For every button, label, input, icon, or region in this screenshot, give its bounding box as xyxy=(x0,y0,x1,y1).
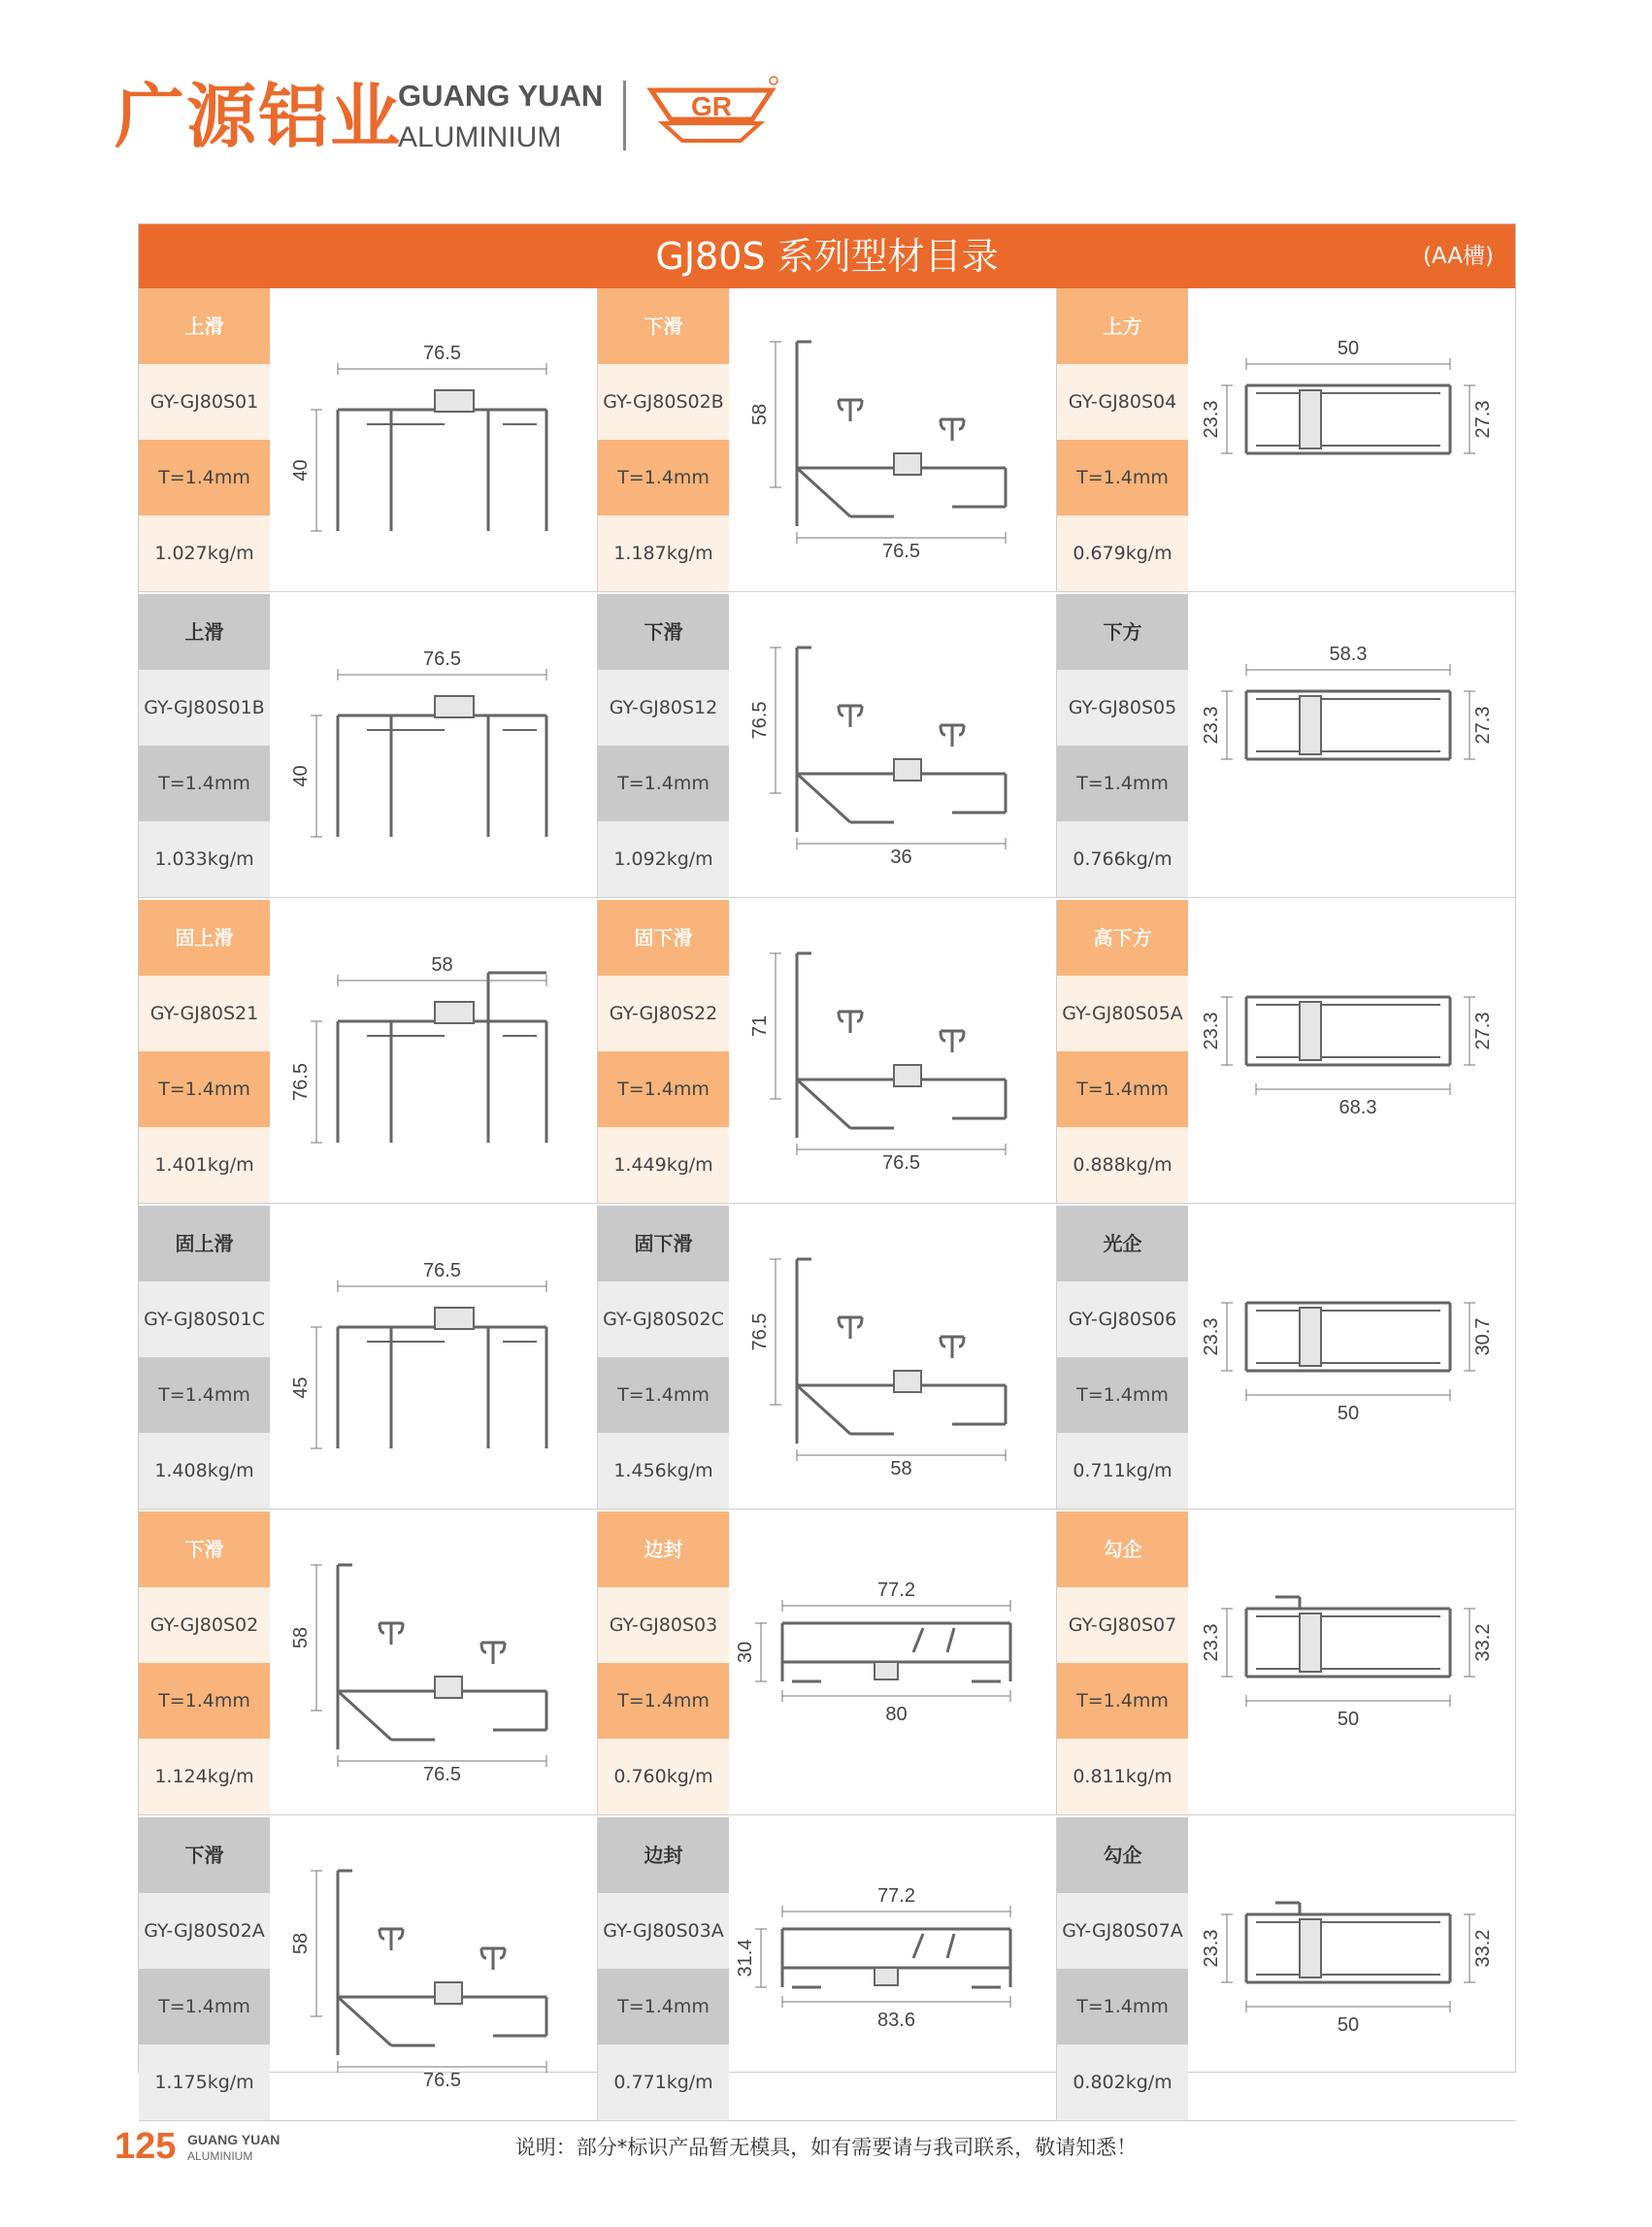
svg-text:50: 50 xyxy=(1337,1709,1360,1730)
profile-thickness: T=1.4mm xyxy=(1057,1051,1188,1127)
profile-section-diagram xyxy=(729,594,1056,897)
svg-text:27.3: 27.3 xyxy=(1472,1012,1494,1050)
profile-weight: 1.408kg/m xyxy=(139,1433,270,1509)
profile-code: GY-GJ80S06 xyxy=(1057,1281,1188,1357)
page-number: 125 xyxy=(115,2126,177,2167)
profile-section-diagram xyxy=(1188,1512,1515,1814)
profile-name: 上方 xyxy=(1057,288,1188,364)
brand-name-en: GUANG YUAN xyxy=(398,79,604,113)
profile-weight: 1.175kg/m xyxy=(139,2044,270,2120)
profile-section-diagram xyxy=(270,288,597,591)
profile-code: GY-GJ80S01C xyxy=(139,1281,270,1357)
svg-text:58: 58 xyxy=(431,954,453,976)
brand-divider xyxy=(623,81,626,150)
profile-drawing xyxy=(1188,288,1515,591)
profile-thickness: T=1.4mm xyxy=(598,440,729,515)
svg-text:58: 58 xyxy=(890,1458,912,1479)
svg-text:23.3: 23.3 xyxy=(1201,400,1222,439)
svg-text:83.6: 83.6 xyxy=(877,2010,915,2031)
profile-info xyxy=(139,1206,270,1509)
profile-name: 边封 xyxy=(598,1512,729,1587)
profile-cell xyxy=(139,594,598,898)
svg-text:23.3: 23.3 xyxy=(1201,706,1222,745)
profile-weight: 1.092kg/m xyxy=(598,821,729,897)
profile-catalog xyxy=(138,223,1516,2093)
profile-thickness: T=1.4mm xyxy=(1057,746,1188,821)
svg-text:30: 30 xyxy=(735,1641,756,1664)
profile-code: GY-GJ80S03A xyxy=(598,1893,729,1969)
profile-info xyxy=(598,1206,729,1509)
profile-name: 固下滑 xyxy=(598,900,729,976)
profile-drawing xyxy=(270,288,597,591)
profile-name: 下滑 xyxy=(598,288,729,364)
profile-code: GY-GJ80S21 xyxy=(139,976,270,1051)
profile-cell xyxy=(598,1817,1057,2121)
svg-text:33.2: 33.2 xyxy=(1472,1623,1494,1662)
profile-cell xyxy=(598,288,1057,592)
profile-section-diagram xyxy=(729,1206,1056,1509)
profile-section-diagram xyxy=(270,1817,597,2120)
profile-weight: 1.124kg/m xyxy=(139,1739,270,1814)
profile-code: GY-GJ80S22 xyxy=(598,976,729,1051)
profile-section-diagram xyxy=(1188,1206,1515,1509)
svg-text:80: 80 xyxy=(885,1704,908,1725)
svg-text:23.3: 23.3 xyxy=(1201,1623,1222,1662)
profile-info xyxy=(1057,900,1188,1203)
profile-drawing xyxy=(729,1206,1056,1509)
profile-cell xyxy=(1057,1512,1516,1815)
svg-text:23.3: 23.3 xyxy=(1201,1929,1222,1968)
profile-drawing xyxy=(270,1512,597,1814)
profile-info xyxy=(139,594,270,897)
profile-code: GY-GJ80S03 xyxy=(598,1587,729,1663)
catalog-title: GJ80S 系列型材目录 xyxy=(655,235,999,278)
profile-name: 固上滑 xyxy=(139,900,270,976)
profile-info xyxy=(1057,594,1188,897)
svg-text:50: 50 xyxy=(1337,338,1360,359)
profile-weight: 0.771kg/m xyxy=(598,2044,729,2120)
profile-info xyxy=(139,1817,270,2120)
svg-text:76.5: 76.5 xyxy=(423,648,461,670)
svg-text:76.5: 76.5 xyxy=(749,701,771,740)
profile-weight: 0.766kg/m xyxy=(1057,821,1188,897)
svg-text:71: 71 xyxy=(749,1014,771,1038)
svg-text:36: 36 xyxy=(890,847,912,868)
profile-cell xyxy=(139,1206,598,1510)
profile-drawing xyxy=(1188,1512,1515,1814)
profile-drawing xyxy=(729,594,1056,897)
profile-code: GY-GJ80S05 xyxy=(1057,670,1188,746)
brand-name-cn: 广源铝业 xyxy=(115,76,403,157)
profile-section-diagram xyxy=(1188,900,1515,1203)
profile-code: GY-GJ80S02A xyxy=(139,1893,270,1969)
profile-name: 固上滑 xyxy=(139,1206,270,1281)
profile-weight: 0.802kg/m xyxy=(1057,2044,1188,2120)
svg-text:76.5: 76.5 xyxy=(882,541,920,562)
svg-text:50: 50 xyxy=(1337,1403,1360,1424)
svg-text:58.3: 58.3 xyxy=(1329,644,1368,665)
profile-thickness: T=1.4mm xyxy=(139,1051,270,1127)
profile-code: GY-GJ80S07A xyxy=(1057,1893,1188,1969)
profile-section-diagram xyxy=(1188,594,1515,897)
profile-section-diagram xyxy=(729,900,1056,1203)
profile-section-diagram xyxy=(270,1512,597,1814)
profile-section-diagram xyxy=(1188,1817,1515,2120)
profile-drawing xyxy=(270,594,597,897)
profile-section-diagram xyxy=(729,1817,1056,2120)
footer-brand-subtitle: ALUMINIUM xyxy=(187,2149,253,2163)
profile-weight: 0.811kg/m xyxy=(1057,1739,1188,1814)
profile-weight: 0.711kg/m xyxy=(1057,1433,1188,1509)
profile-thickness: T=1.4mm xyxy=(598,746,729,821)
svg-text:45: 45 xyxy=(290,1377,312,1399)
profile-thickness: T=1.4mm xyxy=(139,440,270,515)
profile-info xyxy=(598,288,729,591)
svg-text:68.3: 68.3 xyxy=(1338,1097,1377,1118)
profile-drawing xyxy=(729,900,1056,1203)
profile-info xyxy=(1057,1206,1188,1509)
footer-brand-name: GUANG YUAN xyxy=(187,2132,281,2147)
svg-text:30.7: 30.7 xyxy=(1472,1317,1494,1356)
brand-logo-text: GR xyxy=(691,91,732,121)
profile-weight: 1.449kg/m xyxy=(598,1127,729,1203)
profile-drawing xyxy=(729,1817,1056,2120)
profile-info xyxy=(139,900,270,1203)
profile-info xyxy=(139,1512,270,1814)
profile-cell xyxy=(1057,594,1516,898)
catalog-title-bar xyxy=(139,224,1515,288)
profile-name: 固下滑 xyxy=(598,1206,729,1281)
profile-code: GY-GJ80S01 xyxy=(139,364,270,440)
profile-code: GY-GJ80S12 xyxy=(598,670,729,746)
profile-thickness: T=1.4mm xyxy=(598,1969,729,2044)
svg-text:76.5: 76.5 xyxy=(290,1063,312,1101)
profile-name: 上滑 xyxy=(139,594,270,670)
profile-info xyxy=(598,900,729,1203)
profile-code: GY-GJ80S02C xyxy=(598,1281,729,1357)
svg-text:31.4: 31.4 xyxy=(735,1939,756,1978)
svg-text:33.2: 33.2 xyxy=(1472,1929,1494,1968)
profile-thickness: T=1.4mm xyxy=(1057,1663,1188,1739)
svg-text:58: 58 xyxy=(749,403,771,426)
profile-cell xyxy=(1057,288,1516,592)
profile-thickness: T=1.4mm xyxy=(139,1969,270,2044)
svg-text:23.3: 23.3 xyxy=(1201,1317,1222,1356)
profile-code: GY-GJ80S01B xyxy=(139,670,270,746)
brand-logo-icon xyxy=(644,73,779,160)
profile-cell xyxy=(1057,1817,1516,2121)
profile-name: 光企 xyxy=(1057,1206,1188,1281)
profile-thickness: T=1.4mm xyxy=(139,1663,270,1739)
profile-drawing xyxy=(729,1512,1056,1814)
svg-text:77.2: 77.2 xyxy=(877,1579,915,1601)
profile-cell xyxy=(598,594,1057,898)
profile-cell xyxy=(598,1206,1057,1510)
profile-cell xyxy=(139,1512,598,1815)
profile-name: 勾企 xyxy=(1057,1817,1188,1893)
profile-cell xyxy=(139,288,598,592)
profile-section-diagram xyxy=(270,900,597,1203)
profile-weight: 1.401kg/m xyxy=(139,1127,270,1203)
svg-text:40: 40 xyxy=(290,459,312,482)
profile-drawing xyxy=(729,288,1056,591)
catalog-note: (AA槽) xyxy=(1422,244,1494,269)
svg-text:76.5: 76.5 xyxy=(882,1152,920,1174)
profile-name: 高下方 xyxy=(1057,900,1188,976)
profile-section-diagram xyxy=(729,288,1056,591)
profile-thickness: T=1.4mm xyxy=(598,1357,729,1433)
profile-cell xyxy=(598,900,1057,1204)
profile-section-diagram xyxy=(270,594,597,897)
profile-drawing xyxy=(270,900,597,1203)
footer-note: 说明：部分*标识产品暂无模具，如有需要请与我司联系，敬请知悉！ xyxy=(514,2136,1138,2159)
profile-name: 下滑 xyxy=(139,1817,270,1893)
svg-text:77.2: 77.2 xyxy=(877,1885,915,1907)
profile-cell xyxy=(139,1817,598,2121)
profile-code: GY-GJ80S05A xyxy=(1057,976,1188,1051)
profile-name: 下滑 xyxy=(139,1512,270,1587)
profile-weight: 0.888kg/m xyxy=(1057,1127,1188,1203)
profile-name: 下滑 xyxy=(598,594,729,670)
profile-thickness: T=1.4mm xyxy=(1057,440,1188,515)
svg-text:76.5: 76.5 xyxy=(749,1313,771,1351)
svg-text:27.3: 27.3 xyxy=(1472,400,1494,439)
profile-cell xyxy=(1057,900,1516,1204)
profile-cell xyxy=(598,1512,1057,1815)
profile-code: GY-GJ80S02 xyxy=(139,1587,270,1663)
profile-info xyxy=(598,1512,729,1814)
profile-thickness: T=1.4mm xyxy=(1057,1969,1188,2044)
profile-weight: 1.027kg/m xyxy=(139,515,270,591)
svg-text:27.3: 27.3 xyxy=(1472,706,1494,745)
profile-info xyxy=(1057,288,1188,591)
profile-thickness: T=1.4mm xyxy=(139,746,270,821)
brand-subtitle-en: ALUMINIUM xyxy=(398,121,562,153)
profile-weight: 1.187kg/m xyxy=(598,515,729,591)
svg-text:40: 40 xyxy=(290,765,312,787)
profile-info xyxy=(139,288,270,591)
profile-cell xyxy=(139,900,598,1204)
profile-thickness: T=1.4mm xyxy=(598,1051,729,1127)
profile-info xyxy=(598,1817,729,2120)
profile-drawing xyxy=(1188,1817,1515,2120)
profile-section-diagram xyxy=(270,1206,597,1509)
profile-info xyxy=(1057,1512,1188,1814)
svg-text:58: 58 xyxy=(290,1626,312,1649)
profile-code: GY-GJ80S04 xyxy=(1057,364,1188,440)
profile-cell xyxy=(1057,1206,1516,1510)
profile-drawing xyxy=(1188,594,1515,897)
profile-weight: 1.456kg/m xyxy=(598,1433,729,1509)
profile-weight: 0.679kg/m xyxy=(1057,515,1188,591)
profile-name: 边封 xyxy=(598,1817,729,1893)
svg-text:50: 50 xyxy=(1337,2014,1360,2036)
profile-name: 上滑 xyxy=(139,288,270,364)
svg-text:76.5: 76.5 xyxy=(423,2070,461,2091)
profile-drawing xyxy=(1188,900,1515,1203)
profile-code: GY-GJ80S07 xyxy=(1057,1587,1188,1663)
profile-code: GY-GJ80S02B xyxy=(598,364,729,440)
svg-text:76.5: 76.5 xyxy=(423,343,461,364)
profile-thickness: T=1.4mm xyxy=(139,1357,270,1433)
profile-info xyxy=(598,594,729,897)
svg-text:76.5: 76.5 xyxy=(423,1764,461,1785)
profile-thickness: T=1.4mm xyxy=(1057,1357,1188,1433)
profile-info xyxy=(1057,1817,1188,2120)
svg-text:58: 58 xyxy=(290,1932,312,1955)
profile-drawing xyxy=(270,1817,597,2120)
svg-text:23.3: 23.3 xyxy=(1201,1012,1222,1050)
profile-section-diagram xyxy=(1188,288,1515,591)
profile-weight: 0.760kg/m xyxy=(598,1739,729,1814)
profile-drawing xyxy=(1188,1206,1515,1509)
profile-name: 下方 xyxy=(1057,594,1188,670)
profile-section-diagram xyxy=(729,1512,1056,1814)
svg-text:76.5: 76.5 xyxy=(423,1260,461,1281)
profile-thickness: T=1.4mm xyxy=(598,1663,729,1739)
profile-drawing xyxy=(270,1206,597,1509)
profile-weight: 1.033kg/m xyxy=(139,821,270,897)
profile-name: 勾企 xyxy=(1057,1512,1188,1587)
